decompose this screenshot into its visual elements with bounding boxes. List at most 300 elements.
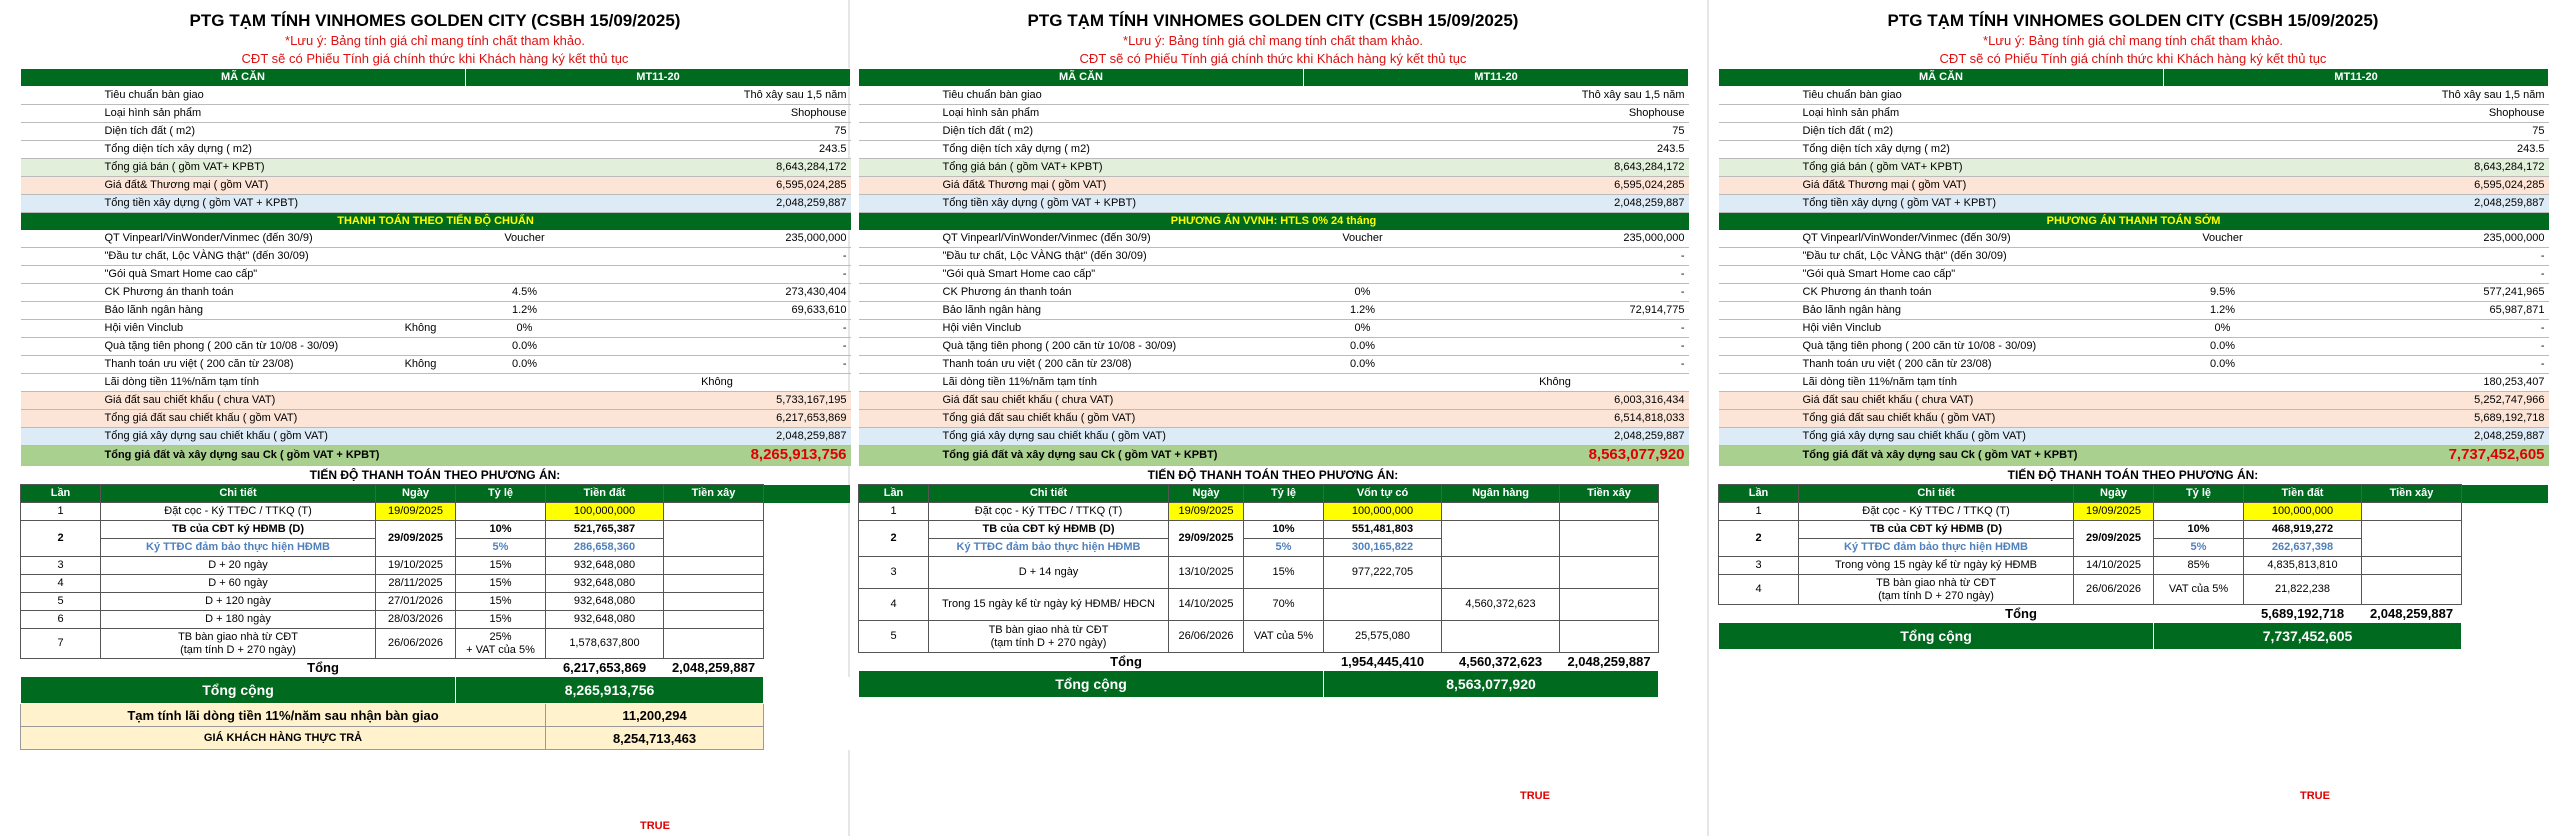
payment-date: 29/09/2025 [376, 521, 456, 557]
discount-value: - [1422, 320, 1689, 338]
discount-row-tt-uu-viet [1719, 356, 2549, 374]
info-row [21, 87, 851, 105]
payment-date: 26/06/2026 [376, 629, 456, 659]
discount-row-goi-qua [1719, 266, 2549, 284]
sheet-note: *Lưu ý: Bảng tính giá chỉ mang tính chất tham khảo. [1123, 33, 1423, 48]
discount-label: Quà tặng tiên phong ( 200 căn từ 10/08 - 30/09) [101, 338, 376, 356]
payment-rate: 10% [456, 521, 546, 539]
info-label: Tiêu chuẩn bàn giao [1799, 87, 2164, 105]
discount-rate: 0.0% [466, 356, 584, 374]
info-label: Giá đất& Thương mại ( gồm VAT) [939, 177, 1304, 195]
total-row [1719, 410, 2549, 428]
discount-flag: Không [376, 356, 466, 374]
info-value: 2,048,259,887 [466, 195, 851, 213]
sheet-title: PTG TẠM TÍNH VINHOMES GOLDEN CITY (CSBH 15/09/2025) [1027, 11, 1519, 30]
info-row [1719, 87, 2549, 105]
interest-label: Tạm tính lãi dòng tiền 11%/năm sau nhận bàn giao [21, 704, 546, 727]
discount-flag [1214, 248, 1304, 266]
col-rate: Tỷ lệ [1244, 485, 1324, 503]
discount-value: - [584, 338, 851, 356]
discount-row-qua-tang [21, 338, 851, 356]
discount-value: 69,633,610 [584, 302, 851, 320]
section-header: PHƯƠNG ÁN VVNH: HTLS 0% 24 tháng [859, 213, 1689, 231]
total-label: Tổng giá đất sau chiết khấu ( gồm VAT) [101, 410, 466, 428]
totals-table [20, 659, 851, 750]
discount-label: "Đầu tư chất, Lộc VÀNG thật" (đến 30/09) [939, 248, 1214, 266]
total-value: 6,003,316,434 [1304, 392, 1689, 410]
payment-row [21, 575, 851, 593]
total-row [1719, 428, 2549, 446]
discount-row-dau-tu [1719, 248, 2549, 266]
payment-detail: Trong vòng 15 ngày kể từ ngày ký HĐMB [1799, 557, 2074, 575]
discount-value: - [2282, 356, 2549, 374]
discount-value: - [1422, 356, 1689, 374]
col-build: Tiền xây [2362, 485, 2462, 503]
discount-value: - [584, 320, 851, 338]
discount-label: "Gói quà Smart Home cao cấp" [101, 266, 376, 284]
grand-total-row [21, 446, 851, 466]
payment-row [21, 593, 851, 611]
info-value: 8,643,284,172 [2164, 159, 2549, 177]
grand-total-row [859, 446, 1689, 466]
unit-code-label: MÃ CĂN [21, 69, 466, 87]
total-row [859, 428, 1689, 446]
discount-flag [2074, 230, 2164, 248]
discount-row-ck-pa [859, 284, 1689, 302]
payment-schedule-title: TIẾN ĐỘ THANH TOÁN THEO PHƯƠNG ÁN: [1147, 468, 1399, 482]
discount-flag [2074, 302, 2164, 320]
info-value: 6,595,024,285 [1304, 177, 1689, 195]
info-value: 2,048,259,887 [2164, 195, 2549, 213]
payment-row: 1 Đặt cọc - Ký TTĐC / TTKQ (T) 19/09/2025 100,000,000 [859, 503, 1689, 521]
discount-value: - [2282, 248, 2549, 266]
true-flag: TRUE [640, 820, 670, 832]
info-value: Thô xây sau 1,5 năm [466, 87, 851, 105]
total-row [21, 410, 851, 428]
discount-label: "Đầu tư chất, Lộc VÀNG thật" (đến 30/09) [1799, 248, 2074, 266]
info-value: 243.5 [1304, 141, 1689, 159]
info-row [21, 195, 851, 213]
discount-flag [1214, 284, 1304, 302]
grand-value: 7,737,452,605 [2154, 623, 2462, 650]
col-build: Tiền xây [664, 485, 764, 503]
sheet-note: CĐT sẽ có Phiếu Tính giá chính thức khi Khách hàng ký kết thủ tục [241, 51, 629, 66]
final-price-row [21, 727, 851, 750]
info-value: 243.5 [466, 141, 851, 159]
payment-lan: 1 [1719, 503, 1799, 521]
discount-rate: 0% [2164, 320, 2282, 338]
discount-row-dau-tu [859, 248, 1689, 266]
info-label: Diện tích đất ( m2) [939, 123, 1304, 141]
discount-flag [376, 266, 466, 284]
total-row [21, 392, 851, 410]
unit-code-label: MÃ CĂN [859, 69, 1304, 87]
section-header: PHƯƠNG ÁN THANH TOÁN SỚM [1719, 213, 2549, 231]
info-label: Tiêu chuẩn bàn giao [939, 87, 1304, 105]
payment-rate: 10% [2154, 521, 2244, 539]
discount-rate: 0% [466, 320, 584, 338]
payment-detail: D + 120 ngày [101, 593, 376, 611]
discount-value: Không [1422, 374, 1689, 392]
payment-lan: 1 [21, 503, 101, 521]
col-own: Vốn tự có [1324, 485, 1442, 503]
unit-code-value: MT11-20 [2164, 69, 2549, 87]
discount-label: Thanh toán ưu việt ( 200 căn từ 23/08) [101, 356, 376, 374]
info-row [859, 141, 1689, 159]
discount-label: Bảo lãnh ngân hàng [1799, 302, 2074, 320]
discount-flag [2074, 266, 2164, 284]
discount-row-goi-qua [859, 266, 1689, 284]
discount-value: - [584, 248, 851, 266]
discount-flag [1214, 302, 1304, 320]
info-row [859, 159, 1689, 177]
discount-row-hoi-vien [1719, 320, 2549, 338]
info-label: Loại hình sản phẩm [939, 105, 1304, 123]
discount-label: Thanh toán ưu việt ( 200 căn từ 23/08) [939, 356, 1214, 374]
payment-date: 27/01/2026 [376, 593, 456, 611]
total-row [1719, 392, 2549, 410]
grand-label: Tổng cộng [1719, 623, 2154, 650]
discount-value: - [1422, 338, 1689, 356]
discount-rate: Voucher [1304, 230, 1422, 248]
payment-schedule-title: TIẾN ĐỘ THANH TOÁN THEO PHƯƠNG ÁN: [309, 468, 561, 482]
price-sheet-1 [20, 10, 850, 750]
info-value: 6,595,024,285 [466, 177, 851, 195]
discount-rate: 0.0% [2164, 338, 2282, 356]
discount-flag [1214, 320, 1304, 338]
payment-row [21, 629, 851, 659]
col-lan: Lần [1719, 485, 1799, 503]
discount-label: Bảo lãnh ngân hàng [101, 302, 376, 320]
discount-label: QT Vinpearl/VinWonder/Vinmec (đến 30/9) [101, 230, 376, 248]
sheet-title: PTG TẠM TÍNH VINHOMES GOLDEN CITY (CSBH 15/09/2025) [189, 11, 681, 30]
total-value: 5,689,192,718 [2164, 410, 2549, 428]
payment-row: 2 TB của CĐT ký HĐMB (D) 29/09/2025 10% 551,481,803 [859, 521, 1689, 539]
discount-flag [1214, 338, 1304, 356]
payment-detail: Ký TTĐC đảm bảo thực hiện HĐMB [1799, 539, 2074, 557]
payment-detail: Ký TTĐC đảm bảo thực hiện HĐMB [101, 539, 376, 557]
price-sheet-3 [1718, 10, 2548, 650]
info-row [21, 177, 851, 195]
discount-row-ck-pa [21, 284, 851, 302]
total-label: Giá đất sau chiết khấu ( chưa VAT) [101, 392, 466, 410]
info-row [859, 87, 1689, 105]
info-row [859, 123, 1689, 141]
discount-value: - [2282, 338, 2549, 356]
info-value: 75 [2164, 123, 2549, 141]
payment-rate: 15% [456, 557, 546, 575]
info-label: Tổng diện tích xây dựng ( m2) [939, 141, 1304, 159]
discount-value: 235,000,000 [1422, 230, 1689, 248]
discount-flag [1214, 266, 1304, 284]
info-row [1719, 159, 2549, 177]
discount-flag [1214, 230, 1304, 248]
discount-label: QT Vinpearl/VinWonder/Vinmec (đến 30/9) [939, 230, 1214, 248]
total-value: 6,217,653,869 [466, 410, 851, 428]
payment-date: 29/09/2025 [2074, 521, 2154, 557]
grand-total-label: Tổng giá đất và xây dựng sau Ck ( gồm VAT + KPBT) [101, 446, 466, 466]
discount-row-qt [21, 230, 851, 248]
total-row [859, 392, 1689, 410]
discount-value: - [1422, 266, 1689, 284]
totals-table: Tổng 1,954,445,410 4,560,372,623 2,048,259,887 Tổng cộng 8,563,077,920 [858, 653, 1689, 698]
discount-row-lai-dong [1719, 374, 2549, 392]
discount-rate: 0.0% [1304, 356, 1422, 374]
info-value: Thô xây sau 1,5 năm [2164, 87, 2549, 105]
grand-label: Tổng cộng [21, 677, 456, 704]
col-detail: Chi tiết [929, 485, 1169, 503]
total-label: Tổng giá đất sau chiết khấu ( gồm VAT) [939, 410, 1304, 428]
payment-date: 19/10/2025 [376, 557, 456, 575]
total-value: 6,514,818,033 [1304, 410, 1689, 428]
discount-label: Quà tặng tiên phong ( 200 căn từ 10/08 - 30/09) [939, 338, 1214, 356]
discount-rate: Voucher [2164, 230, 2282, 248]
sum-build: 2,048,259,887 [2369, 606, 2454, 621]
discount-rate [1304, 374, 1422, 392]
info-label: Tổng giá bán ( gồm VAT+ KPBT) [939, 159, 1304, 177]
price-sheet-2 [858, 10, 1688, 698]
payment-lan: 3 [1719, 557, 1799, 575]
payment-row [1719, 521, 2549, 539]
discount-label: "Đầu tư chất, Lộc VÀNG thật" (đến 30/09) [101, 248, 376, 266]
payment-lan: 3 [21, 557, 101, 575]
payment-schedule-table [20, 484, 851, 659]
discount-label: Hội viên Vinclub [939, 320, 1214, 338]
totals-table [1718, 605, 2549, 650]
info-label: Tổng diện tích xây dựng ( m2) [1799, 141, 2164, 159]
discount-flag: Không [376, 320, 466, 338]
col-bank: Ngân hàng [1442, 485, 1560, 503]
discount-row-qt [859, 230, 1689, 248]
discount-flag [1214, 356, 1304, 374]
info-label: Diện tích đất ( m2) [101, 123, 466, 141]
col-rate: Tỷ lệ [2154, 485, 2244, 503]
grand-label: Tổng cộng [859, 671, 1324, 698]
info-label: Giá đất& Thương mại ( gồm VAT) [1799, 177, 2164, 195]
discount-label: "Gói quà Smart Home cao cấp" [939, 266, 1214, 284]
payment-row [21, 521, 851, 539]
info-value: Shophouse [466, 105, 851, 123]
discount-flag [2074, 356, 2164, 374]
info-label: Tổng tiền xây dựng ( gồm VAT + KPBT) [101, 195, 466, 213]
payment-rate [2154, 503, 2244, 521]
payment-rate: 5% [2154, 539, 2244, 557]
unit-code-header [859, 69, 1689, 87]
sheet-note: *Lưu ý: Bảng tính giá chỉ mang tính chất tham khảo. [1983, 33, 2283, 48]
discount-rate [466, 248, 584, 266]
col-detail: Chi tiết [1799, 485, 2074, 503]
payment-detail: D + 180 ngày [101, 611, 376, 629]
discount-label: "Gói quà Smart Home cao cấp" [1799, 266, 2074, 284]
col-rate: Tỷ lệ [456, 485, 546, 503]
discount-row-hoi-vien [859, 320, 1689, 338]
discount-value: - [1422, 248, 1689, 266]
total-value: 5,733,167,195 [466, 392, 851, 410]
price-info-table [858, 68, 1689, 466]
info-row [21, 141, 851, 159]
col-detail: Chi tiết [101, 485, 376, 503]
discount-rate [466, 266, 584, 284]
grand-total-label: Tổng giá đất và xây dựng sau Ck ( gồm VAT + KPBT) [939, 446, 1304, 466]
discount-flag [376, 302, 466, 320]
discount-value: - [584, 356, 851, 374]
info-row [859, 105, 1689, 123]
sum-label: Tổng [307, 660, 339, 675]
price-info-table [1718, 68, 2549, 466]
payment-lan: 7 [21, 629, 101, 659]
total-label: Giá đất sau chiết khấu ( chưa VAT) [1799, 392, 2164, 410]
payment-schedule-table [1718, 484, 2549, 605]
payment-land: 932,648,080 [546, 611, 664, 629]
total-label: Tổng giá xây dựng sau chiết khấu ( gồm VAT) [1799, 428, 2164, 446]
info-value: 8,643,284,172 [1304, 159, 1689, 177]
info-row [1719, 123, 2549, 141]
sheet-note: *Lưu ý: Bảng tính giá chỉ mang tính chất tham khảo. [285, 33, 585, 48]
total-label: Tổng giá xây dựng sau chiết khấu ( gồm VAT) [939, 428, 1304, 446]
payment-detail: TB bàn giao nhà từ CĐT (tạm tính D + 270 ngày) [1799, 575, 2074, 605]
payment-date: 28/03/2026 [376, 611, 456, 629]
payment-land: 932,648,080 [546, 593, 664, 611]
info-value: 75 [1304, 123, 1689, 141]
payment-schedule-title: TIẾN ĐỘ THANH TOÁN THEO PHƯƠNG ÁN: [2007, 468, 2259, 482]
payment-row: 5 TB bàn giao nhà từ CĐT (tạm tính D + 270 ngày) 26/06/2026 VAT của 5% 25,575,080 [859, 621, 1689, 653]
discount-value: 72,914,775 [1422, 302, 1689, 320]
info-row [1719, 141, 2549, 159]
payment-row [21, 503, 851, 521]
discount-flag [1214, 374, 1304, 392]
discount-flag [376, 338, 466, 356]
discount-flag [376, 248, 466, 266]
info-value: 75 [466, 123, 851, 141]
payment-land: 286,658,360 [546, 539, 664, 557]
unit-code-value: MT11-20 [1304, 69, 1689, 87]
discount-value: - [1422, 284, 1689, 302]
discount-flag [2074, 338, 2164, 356]
col-land: Tiền đất [2244, 485, 2362, 503]
discount-label: Lãi dòng tiền 11%/năm tạm tính [101, 374, 376, 392]
grand-total-value: 7,737,452,605 [2448, 446, 2545, 463]
discount-label: Hội viên Vinclub [1799, 320, 2074, 338]
payment-row [21, 611, 851, 629]
grand-value: 8,265,913,756 [456, 677, 764, 704]
discount-row-bao-lanh [859, 302, 1689, 320]
discount-rate: 1.2% [1304, 302, 1422, 320]
grand-row [859, 671, 1689, 698]
payment-schedule-table [858, 484, 1689, 653]
discount-label: CK Phương án thanh toán [1799, 284, 2074, 302]
info-label: Tiêu chuẩn bàn giao [101, 87, 466, 105]
discount-row-ck-pa [1719, 284, 2549, 302]
discount-rate [2164, 374, 2282, 392]
discount-value: 273,430,404 [584, 284, 851, 302]
discount-row-lai-dong [21, 374, 851, 392]
total-value: 5,252,747,966 [2164, 392, 2549, 410]
section-header: THANH TOÁN THEO TIẾN ĐỘ CHUẨN [21, 213, 851, 231]
payment-land: 932,648,080 [546, 557, 664, 575]
sheet-note: CĐT sẽ có Phiếu Tính giá chính thức khi Khách hàng ký kết thủ tục [1079, 51, 1467, 66]
payment-row: 4 Trong 15 ngày kể từ ngày ký HĐMB/ HĐCN 14/10/2025 70% 4,560,372,623 [859, 589, 1689, 621]
info-row [21, 123, 851, 141]
payment-row [1719, 575, 2549, 605]
discount-row-hoi-vien [21, 320, 851, 338]
discount-flag [376, 230, 466, 248]
payment-row [1719, 557, 2549, 575]
sheet-note: CĐT sẽ có Phiếu Tính giá chính thức khi Khách hàng ký kết thủ tục [1939, 51, 2327, 66]
discount-flag [376, 374, 466, 392]
discount-label: CK Phương án thanh toán [939, 284, 1214, 302]
col-date: Ngày [1169, 485, 1244, 503]
final-price-label: GIÁ KHÁCH HÀNG THỰC TRẢ [21, 727, 546, 750]
discount-row-tt-uu-viet [859, 356, 1689, 374]
total-row [859, 410, 1689, 428]
unit-code-label: MÃ CĂN [1719, 69, 2164, 87]
col-land: Tiền đất [546, 485, 664, 503]
grand-total-label: Tổng giá đất và xây dựng sau Ck ( gồm VAT + KPBT) [1799, 446, 2164, 466]
discount-value: 235,000,000 [584, 230, 851, 248]
discount-rate: 0.0% [1304, 338, 1422, 356]
payment-land: 262,637,398 [2244, 539, 2362, 557]
unit-code-header [21, 69, 851, 87]
discount-row-qua-tang [859, 338, 1689, 356]
payment-land: 4,835,813,810 [2244, 557, 2362, 575]
info-row [1719, 177, 2549, 195]
grand-row [1719, 623, 2549, 650]
sum-build: 2,048,259,887 [671, 660, 756, 675]
discount-rate [1304, 266, 1422, 284]
info-row [21, 105, 851, 123]
col-lan: Lần [859, 485, 929, 503]
sum-label: Tổng [1110, 654, 1142, 669]
info-label: Tổng tiền xây dựng ( gồm VAT + KPBT) [1799, 195, 2164, 213]
info-label: Loại hình sản phẩm [101, 105, 466, 123]
payment-detail: Đặt cọc - Ký TTĐC / TTKQ (T) [101, 503, 376, 521]
info-value: 243.5 [2164, 141, 2549, 159]
payment-rate: 25% + VAT của 5% [456, 629, 546, 659]
discount-row-qt [1719, 230, 2549, 248]
payment-land: 100,000,000 [546, 503, 664, 521]
sum-land: 6,217,653,869 [562, 660, 647, 675]
payment-rate: 5% [456, 539, 546, 557]
total-value: 2,048,259,887 [2164, 428, 2549, 446]
info-row [1719, 105, 2549, 123]
discount-rate: 1.2% [2164, 302, 2282, 320]
payment-rate: 15% [456, 575, 546, 593]
discount-rate [1304, 248, 1422, 266]
payment-date: 28/11/2025 [376, 575, 456, 593]
discount-rate: 0.0% [2164, 356, 2282, 374]
unit-code-value: MT11-20 [466, 69, 851, 87]
grand-total-value: 8,563,077,920 [1588, 446, 1685, 463]
payment-date: 19/09/2025 [2074, 503, 2154, 521]
final-price-value: 8,254,713,463 [546, 727, 764, 750]
discount-rate: 0% [1304, 284, 1422, 302]
info-label: Diện tích đất ( m2) [1799, 123, 2164, 141]
discount-row-bao-lanh [21, 302, 851, 320]
total-value: 2,048,259,887 [466, 428, 851, 446]
payment-date: 19/09/2025 [376, 503, 456, 521]
discount-label: Hội viên Vinclub [101, 320, 376, 338]
price-info-table [20, 68, 851, 466]
info-row [859, 177, 1689, 195]
payment-land: 468,919,272 [2244, 521, 2362, 539]
col-lan: Lần [21, 485, 101, 503]
col-date: Ngày [2074, 485, 2154, 503]
col-date: Ngày [376, 485, 456, 503]
interest-row [21, 704, 851, 727]
discount-rate [2164, 248, 2282, 266]
discount-label: Lãi dòng tiền 11%/năm tạm tính [1799, 374, 2074, 392]
payment-row: Ký TTĐC đảm bảo thực hiện HĐMB 5% 300,165,822 [859, 539, 1689, 557]
